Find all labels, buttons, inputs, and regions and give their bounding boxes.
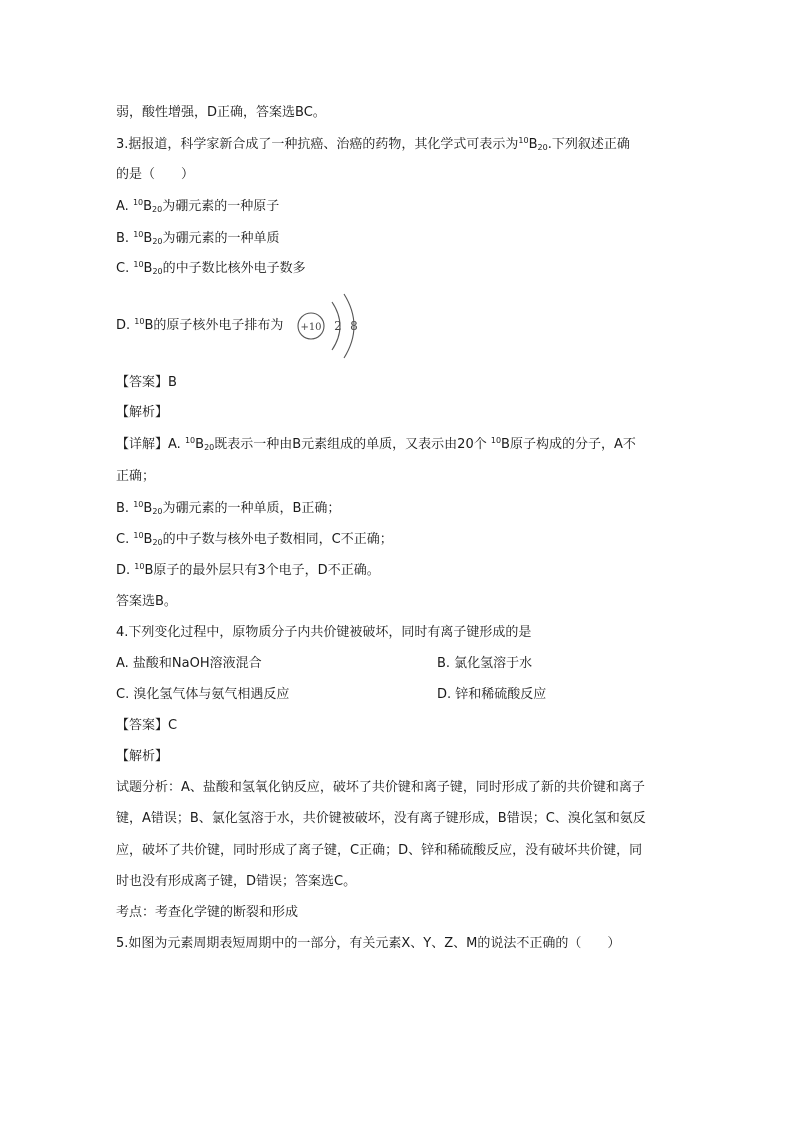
atom-count: 20 bbox=[152, 507, 163, 516]
detail-label: 【详解】A. bbox=[116, 437, 181, 452]
mass-number: 10 bbox=[134, 317, 145, 326]
atom-count: 20 bbox=[152, 538, 163, 547]
atomic-structure-diagram bbox=[296, 290, 362, 360]
q3-conclusion: 答案选B。 bbox=[116, 594, 177, 609]
q4-analysis-line4: 时也没有形成离子键，D错误；答案选C。 bbox=[116, 874, 357, 889]
atom-count: 20 bbox=[152, 237, 163, 246]
q3-answer: 【答案】B bbox=[116, 375, 177, 390]
element-symbol: B bbox=[143, 261, 153, 276]
q3-detail-a bbox=[116, 436, 636, 454]
shell-2-electrons: 8 bbox=[350, 319, 358, 333]
element-symbol: B bbox=[143, 501, 153, 516]
detail-text: 为硼元素的一种单质，B正确； bbox=[162, 501, 341, 516]
option-label: A. bbox=[116, 199, 129, 214]
detail-text: 的中子数与核外电子数相同，C不正确； bbox=[162, 532, 393, 547]
q3-stem-text-end: .下列叙述正确 bbox=[547, 137, 630, 152]
q4-option-c: C. 溴化氢气体与氨气相遇反应 bbox=[116, 687, 290, 702]
q3-option-b bbox=[116, 230, 280, 248]
mass-number: 10 bbox=[132, 198, 144, 207]
atom-count: 20 bbox=[152, 267, 163, 276]
q3-option-c bbox=[116, 260, 306, 278]
q5-stem: 5.如图为元素周期表短周期中的一部分，有关元素X、Y、Z、M的说法不正确的（ ） bbox=[116, 936, 621, 951]
mass-number: 10 bbox=[518, 136, 529, 145]
q3-detail-a-line2: 正确； bbox=[116, 469, 156, 484]
q4-analysis-line1: 试题分析：A、盐酸和氢氧化钠反应，破坏了共价键和离子键，同时形成了新的共价键和离子 bbox=[116, 780, 645, 795]
detail-label: D. bbox=[116, 563, 131, 578]
option-text: 的原子核外电子排布为 bbox=[153, 318, 284, 333]
element-symbol: B bbox=[528, 137, 538, 152]
q4-option-a: A. 盐酸和NaOH溶液混合 bbox=[116, 656, 262, 671]
mass-number: 10 bbox=[490, 436, 502, 445]
q3-detail-d bbox=[116, 562, 380, 580]
q2-tail: 弱，酸性增强，D正确，答案选BC。 bbox=[116, 105, 326, 120]
atom-count: 20 bbox=[537, 143, 548, 152]
q4-analysis-heading: 【解析】 bbox=[116, 749, 169, 764]
q3-stem-line2: 的是（ ） bbox=[116, 167, 195, 182]
q3-detail-b bbox=[116, 500, 340, 518]
mass-number: 10 bbox=[133, 260, 144, 269]
detail-label: C. bbox=[116, 532, 130, 547]
q3-option-d bbox=[116, 317, 283, 335]
option-label: B. bbox=[116, 231, 130, 246]
mass-number: 10 bbox=[133, 230, 144, 239]
option-text: 的中子数比核外电子数多 bbox=[162, 261, 306, 276]
q3-analysis-heading: 【解析】 bbox=[116, 405, 169, 420]
element-symbol: B bbox=[143, 199, 153, 214]
detail-label: B. bbox=[116, 501, 130, 516]
element-symbol: B bbox=[143, 532, 153, 547]
atom-count: 20 bbox=[152, 205, 163, 214]
element-symbol: B bbox=[144, 318, 154, 333]
q4-option-b: B. 氯化氢溶于水 bbox=[437, 656, 533, 671]
q3-detail-c bbox=[116, 531, 393, 549]
element-symbol: B bbox=[144, 563, 154, 578]
q4-stem: 4.下列变化过程中，原物质分子内共价键被破坏，同时有离子键形成的是 bbox=[116, 625, 532, 640]
mass-number: 10 bbox=[133, 531, 144, 540]
detail-text: 原子的最外层只有3个电子，D不正确。 bbox=[153, 563, 380, 578]
detail-text: 原子构成的分子，A不 bbox=[509, 437, 636, 452]
q3-stem bbox=[116, 136, 630, 154]
element-symbol: B bbox=[195, 437, 205, 452]
mass-number: 10 bbox=[134, 562, 145, 571]
option-label: C. bbox=[116, 261, 130, 276]
shell-1-electrons: 2 bbox=[334, 319, 342, 333]
q4-analysis-line2: 键，A错误；B、氯化氢溶于水，共价键被破坏，没有离子键形成，B错误；C、溴化氢和氨反 bbox=[116, 811, 646, 826]
atom-count: 20 bbox=[204, 443, 215, 452]
mass-number: 10 bbox=[133, 500, 144, 509]
q4-answer: 【答案】C bbox=[116, 718, 178, 733]
q4-option-d: D. 锌和稀硫酸反应 bbox=[437, 687, 547, 702]
detail-text: 既表示一种由B元素组成的单质，又表示由20个 bbox=[214, 437, 487, 452]
q3-option-a bbox=[116, 198, 279, 216]
q4-analysis-line3: 应，破坏了共价键，同时形成了离子键，C正确；D、锌和稀硫酸反应，没有破坏共价键，同 bbox=[116, 843, 643, 858]
option-label: D. bbox=[116, 318, 131, 333]
q4-kaodian: 考点：考查化学键的断裂和形成 bbox=[116, 905, 299, 920]
option-text: 为硼元素的一种单质 bbox=[162, 231, 280, 246]
q3-stem-text: 3.据报道，科学家新合成了一种抗癌、治癌的药物，其化学式可表示为 bbox=[116, 137, 519, 152]
mass-number: 10 bbox=[184, 436, 196, 445]
nucleus-charge: +10 bbox=[300, 322, 322, 333]
element-symbol: B bbox=[501, 437, 510, 452]
option-text: 为硼元素的一种原子 bbox=[162, 199, 280, 214]
element-symbol: B bbox=[143, 231, 153, 246]
